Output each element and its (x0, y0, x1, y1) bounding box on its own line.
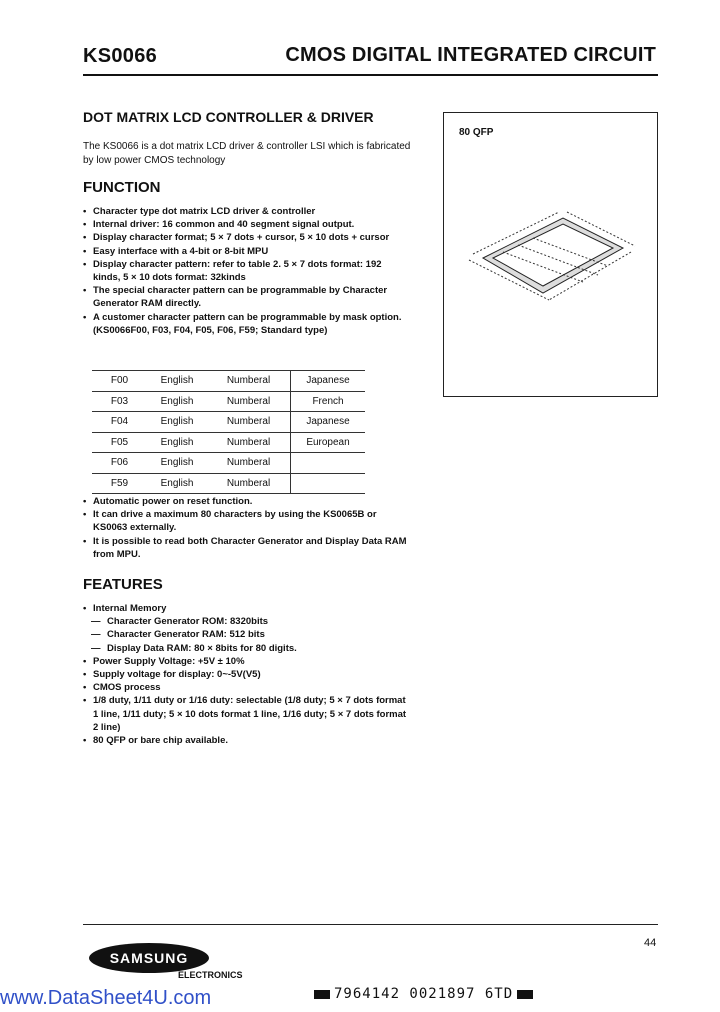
table-cell: English (160, 436, 194, 448)
table-cell: F05 (110, 436, 129, 448)
list-item: • Character type dot matrix LCD driver & controller (83, 205, 408, 218)
table-cell: Japanese (291, 371, 366, 392)
table-cell: French (291, 391, 366, 412)
table-row (92, 473, 365, 494)
table-cell: Numberal (226, 436, 271, 448)
table-cell (291, 453, 366, 474)
list-item: • Supply voltage for display: 0~-5V(V5) (83, 668, 408, 681)
table-cell: Numberal (226, 375, 271, 387)
list-item: • Automatic power on reset function. (83, 495, 408, 508)
list-subitem: — Character Generator RAM: 512 bits (83, 628, 408, 641)
list-item: • It is possible to read both Character Generator and Display Data RAM from MPU. (83, 535, 408, 561)
table-cell: English (160, 457, 194, 469)
page-title: DOT MATRIX LCD CONTROLLER & DRIVER (83, 109, 374, 125)
table-cell: Numberal (226, 416, 271, 428)
list-item: • Display character pattern: refer to table 2. 5 × 7 dots format: 192 kinds, 5 × 10 dots format: 32kinds (83, 258, 408, 284)
table-cell: Numberal (226, 395, 271, 407)
watermark-text: www.DataSheet4U.com (0, 987, 212, 1009)
function-list-continued (83, 495, 408, 561)
table-cell: F04 (110, 416, 129, 428)
table-cell: F03 (110, 395, 129, 407)
qfp-chip-illustration (463, 208, 639, 308)
table-row (92, 432, 365, 453)
brand-subtitle: ELECTRONICS (178, 970, 243, 980)
table-cell: Japanese (291, 412, 366, 433)
table-cell: European (291, 432, 366, 453)
catalog-code (310, 986, 537, 1002)
table-cell: F59 (110, 477, 129, 489)
table-row (92, 371, 365, 392)
function-heading: FUNCTION (83, 179, 161, 196)
mask-option-table (92, 370, 365, 494)
table-cell: F00 (110, 375, 129, 387)
header-rule (83, 74, 658, 76)
table-cell: English (160, 416, 194, 428)
table-cell: English (160, 477, 194, 489)
code-block-mark (314, 990, 330, 999)
page-number: 44 (644, 937, 657, 949)
list-item: • Display character format; 5 × 7 dots + cursor, 5 × 10 dots + cursor (83, 231, 408, 244)
features-heading: FEATURES (83, 576, 163, 593)
list-subitem: — Display Data RAM: 80 × 8bits for 80 digits. (83, 642, 408, 655)
list-item: • 1/8 duty, 1/11 duty or 1/16 duty: selectable (1/8 duty; 5 × 7 dots format 1 line, 1/11 duty; 5 × 10 dots format 1 line, 1/16 duty; 5 × 7 dots format 2 line) (83, 694, 408, 734)
list-item: • CMOS process (83, 681, 408, 694)
table-row (92, 412, 365, 433)
table-row (92, 453, 365, 474)
code-text: 7964142 0021897 6TD (334, 986, 514, 1002)
list-item: • Internal Memory (83, 602, 408, 615)
part-number: KS0066 (83, 45, 158, 67)
intro-paragraph: The KS0066 is a dot matrix LCD driver & controller LSI which is fabricated by low power CMOS technology (83, 141, 411, 166)
list-subitem: — Character Generator ROM: 8320bits (83, 615, 408, 628)
brand-text: SAMSUNG (109, 950, 189, 966)
table-cell: English (160, 395, 194, 407)
list-item: • Power Supply Voltage: +5V ± 10% (83, 655, 408, 668)
list-item: • 80 QFP or bare chip available. (83, 734, 408, 747)
list-item: • It can drive a maximum 80 characters by using the KS0065B or KS0063 externally. (83, 508, 408, 534)
footer-rule (83, 924, 658, 925)
features-list (83, 602, 408, 747)
table-cell: Numberal (226, 457, 271, 469)
table-row (92, 391, 365, 412)
code-block-mark (517, 990, 533, 999)
list-item: • Easy interface with a 4-bit or 8-bit MPU (83, 245, 408, 258)
function-list (83, 205, 408, 337)
table-cell: Numberal (226, 477, 271, 489)
document-category: CMOS DIGITAL INTEGRATED CIRCUIT (285, 44, 656, 66)
list-item: • A customer character pattern can be programmable by mask option. (KS0066F00, F03, F04, F05, F06, F59; Standard type) (83, 311, 408, 337)
package-label: 80 QFP (459, 127, 494, 138)
table-cell: F06 (110, 457, 129, 469)
table-cell: English (160, 375, 194, 387)
table-cell (291, 473, 366, 494)
list-item: • The special character pattern can be programmable by Character Generator RAM directly. (83, 284, 408, 310)
list-item: • Internal driver: 16 common and 40 segment signal output. (83, 218, 408, 231)
